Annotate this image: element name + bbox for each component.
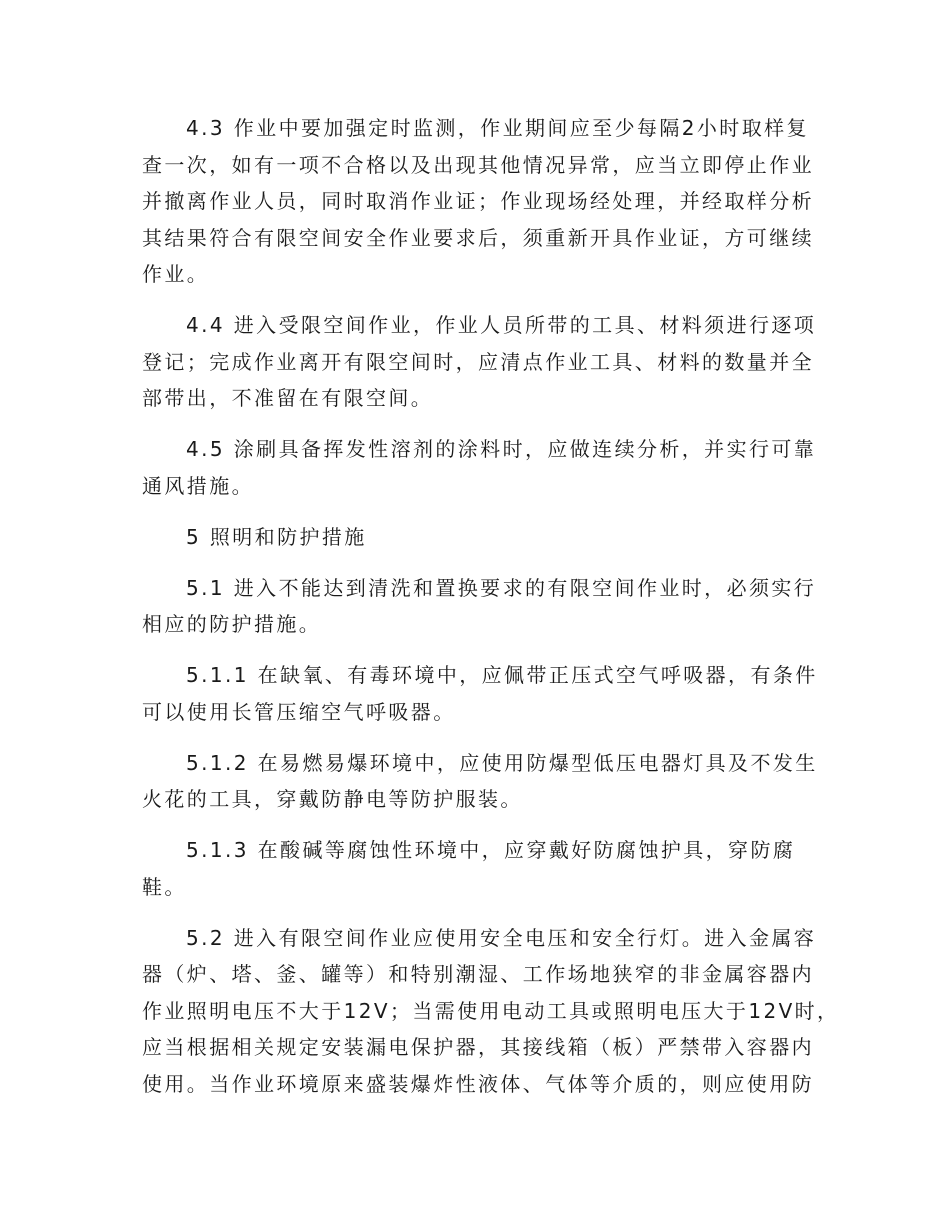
text-line: 器（炉、塔、釜、罐等）和特别潮湿、工作场地狭窄的非金属容器内 [142, 962, 814, 986]
text-line: 4.4 进入受限空间作业，作业人员所带的工具、材料须进行逐项 [186, 313, 817, 337]
text-line: 并撤离作业人员，同时取消作业证；作业现场经处理，并经取样分析 [142, 189, 814, 213]
text-line: 相应的防护措施。 [142, 612, 322, 636]
text-line: 火花的工具，穿戴防静电等防护服装。 [142, 787, 523, 811]
text-line: 使用。当作业环境原来盛装爆炸性液体、气体等介质的，则应使用防 [142, 1071, 814, 1096]
document-body [142, 110, 840, 1117]
text-line: 4.3 作业中要加强定时监测，作业期间应至少每隔2小时取样复 [186, 116, 809, 140]
paragraph [142, 431, 817, 504]
text-line: 其结果符合有限空间安全作业要求后，须重新开具作业证，方可继续 [142, 225, 814, 250]
text-line: 5.1.3 在酸碱等腐蚀性环境中，应穿戴好防腐蚀护具，穿防腐 [186, 838, 796, 862]
text-line: 作业照明电压不大于12V；当需使用电动工具或照明电压大于12V时， [142, 998, 840, 1023]
paragraph [142, 832, 802, 905]
paragraph [142, 570, 817, 643]
text-line: 5.1.2 在易燃易爆环境中，应使用防爆型低压电器灯具及不发生 [186, 750, 818, 775]
text-line: 4.5 涂刷具备挥发性溶剂的涂料时，应做连续分析，并实行可靠 [186, 437, 817, 461]
text-line: 应当根据相关规定安装漏电保护器，其接线箱（板）严禁带入容器内 [142, 1035, 814, 1059]
text-line: 查一次，如有一项不合格以及出现其他情况异常，应当立即停止作业 [142, 152, 814, 177]
text-line: 5.1.1 在缺氧、有毒环境中，应佩带正压式空气呼吸器，有条件 [186, 663, 818, 687]
text-line: 通风措施。 [142, 473, 254, 498]
paragraph [142, 920, 840, 1103]
paragraph [142, 110, 814, 293]
text-line: 5 照明和防护措施 [186, 524, 367, 549]
text-line: 5.1 进入不能达到清洗和置换要求的有限空间作业时，必须实行 [186, 575, 817, 600]
paragraph [142, 657, 818, 730]
paragraph [142, 519, 802, 556]
text-line: 作业。 [142, 262, 210, 286]
text-line: 登记；完成作业离开有限空间时，应清点作业工具、材料的数量并全 [142, 349, 814, 374]
text-line: 部带出，不准留在有限空间。 [142, 386, 434, 410]
paragraph [142, 307, 817, 417]
text-line: 鞋。 [142, 874, 187, 899]
text-line: 5.2 进入有限空间作业应使用安全电压和安全行灯。进入金属容 [186, 925, 817, 950]
text-line: 可以使用长管压缩空气呼吸器。 [142, 699, 456, 724]
paragraph [142, 745, 818, 818]
